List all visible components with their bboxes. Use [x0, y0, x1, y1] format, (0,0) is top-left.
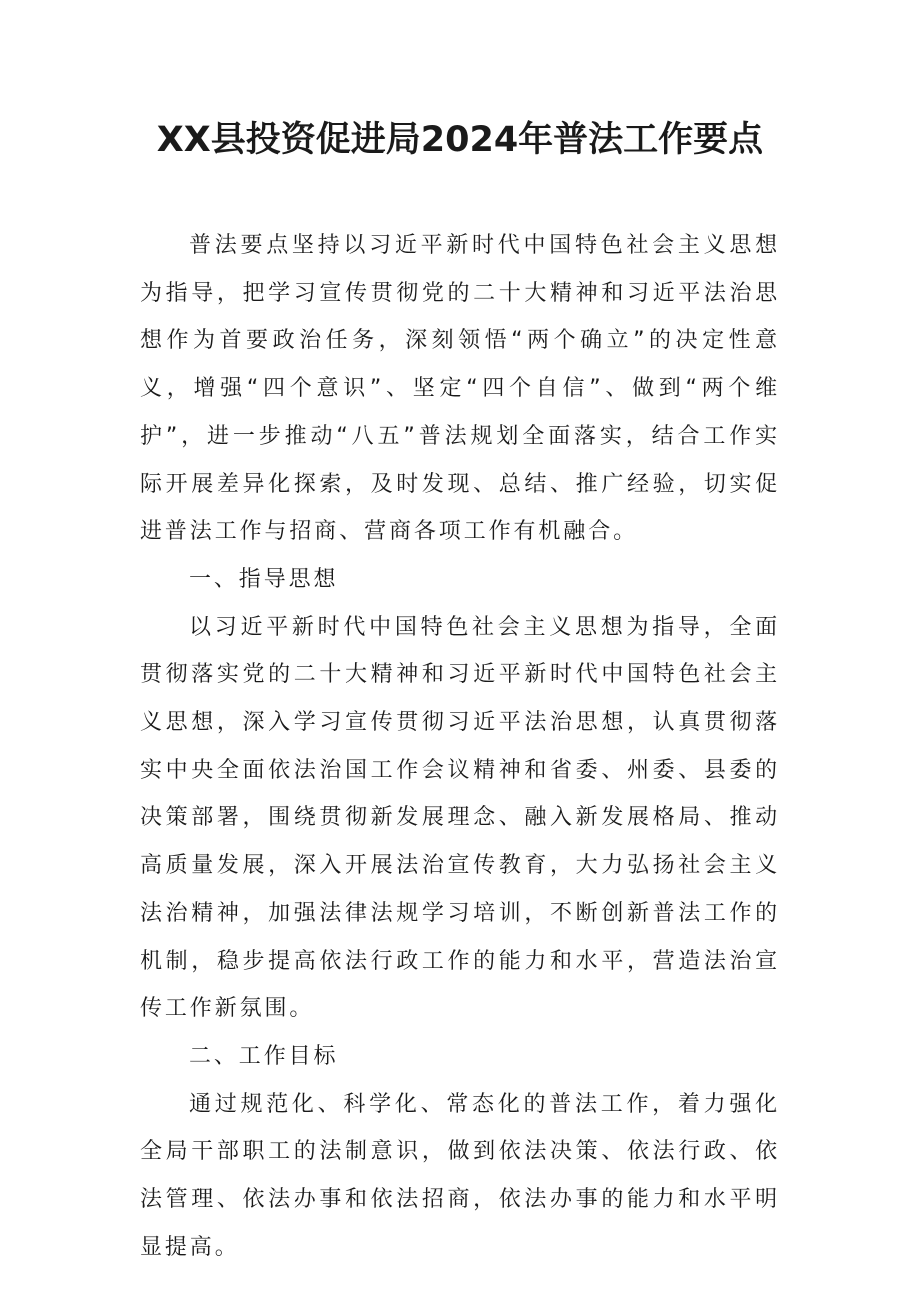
section-heading-guiding-ideology: 一、指导思想 [189, 566, 339, 592]
document-body [140, 222, 780, 1271]
document-title: XX县投资促进局2024年普法工作要点 [156, 120, 764, 160]
section-body-guiding-ideology: 以习近平新时代中国特色社会主义思想为指导，全面贯彻落实党的二十大精神和习近平新时代中国特色社会主义思想，深入学习宣传贯彻习近平法治思想，认真贯彻落实中央全面依法治国工作会议精神和省委、州委、县委的决策部署，围绕贯彻新发展理念、融入新发展格局、推动高质量发展，深入开展法治宣传教育，大力弘扬社会主义法治精神，加强法律法规学习培训，不断创新普法工作的机制，稳步提高依法行政工作的能力和水平，营造法治宣传工作新氛围。 [140, 614, 780, 1022]
intro-paragraph: 普法要点坚持以习近平新时代中国特色社会主义思想为指导，把学习宣传贯彻党的二十大精神和习近平法治思想作为首要政治任务，深刻领悟“两个确立”的决定性意义，增强“四个意识”、坚定“四个自信”、做到“两个维护”，进一步推动“八五”普法规划全面落实，结合工作实际开展差异化探索，及时发现、总结、推广经验，切实促进普法工作与招商、营商各项工作有机融合。 [140, 233, 780, 545]
section-body-work-goals: 通过规范化、科学化、常态化的普法工作，着力强化全局干部职工的法制意识，做到依法决策、依法行政、依法管理、依法办事和依法招商，依法办事的能力和水平明显提高。 [140, 1091, 780, 1260]
section-heading-work-goals: 二、工作目标 [189, 1043, 339, 1069]
